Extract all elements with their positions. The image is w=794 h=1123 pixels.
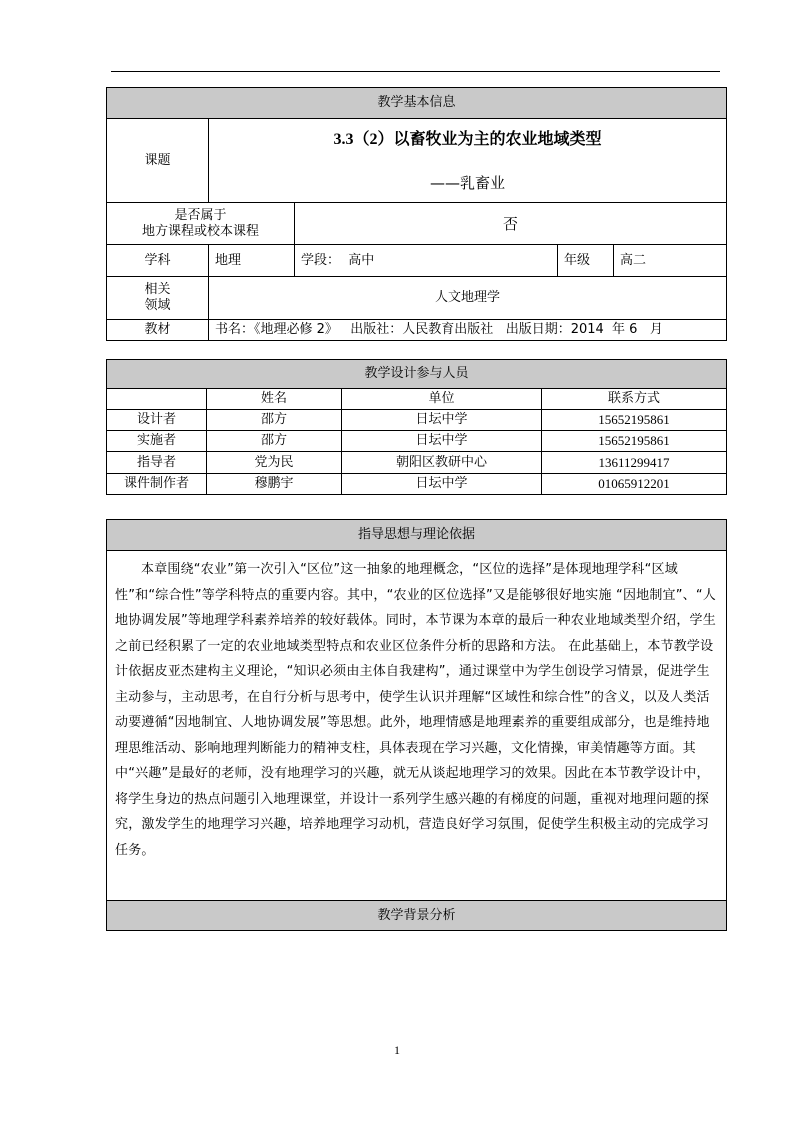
grade-label: 年级 <box>558 245 614 277</box>
page-number: 1 <box>394 1043 400 1057</box>
name-cell: 穆鹏宇 <box>207 474 342 495</box>
participants-header: 教学设计参与人员 <box>107 360 727 389</box>
local-course-label <box>107 203 295 245</box>
textbook-label: 教材 <box>107 320 209 341</box>
basic-info-table <box>106 87 727 341</box>
grade-value: 高二 <box>614 245 727 277</box>
subject-value: 地理 <box>209 245 295 277</box>
subject-label: 学科 <box>107 245 209 277</box>
unit-cell: 日坛中学 <box>342 474 542 495</box>
background-analysis-header: 教学背景分析 <box>107 901 727 931</box>
stage-label: 学段： <box>301 252 341 268</box>
role-cell: 实施者 <box>107 431 207 452</box>
local-course-label-line1: 是否属于 <box>174 207 227 223</box>
column-header: 姓名 <box>207 389 342 410</box>
header-rule <box>111 71 720 72</box>
topic-subtitle: ——乳畜业 <box>430 173 506 192</box>
contact-cell: 01065912201 <box>542 474 727 495</box>
name-cell: 邵方 <box>207 410 342 431</box>
role-cell: 指导者 <box>107 452 207 474</box>
column-header <box>107 389 207 410</box>
topic-label: 课题 <box>107 119 209 203</box>
guiding-header: 指导思想与理论依据 <box>107 520 727 551</box>
local-course-label-line2: 地方课程或校本课程 <box>141 223 259 239</box>
table-row <box>107 410 727 431</box>
stage-value: 高中 <box>348 252 375 268</box>
field-label-line2: 领域 <box>144 298 171 313</box>
role-cell: 课件制作者 <box>107 474 207 495</box>
local-course-value: 否 <box>295 203 727 245</box>
role-cell: 设计者 <box>107 410 207 431</box>
guiding-paragraph-cell <box>107 551 727 901</box>
column-header: 单位 <box>342 389 542 410</box>
stage-cell <box>295 245 558 277</box>
contact-cell: 15652195861 <box>542 431 727 452</box>
unit-cell: 日坛中学 <box>342 431 542 452</box>
name-cell: 党为民 <box>207 452 342 474</box>
unit-cell: 朝阳区教研中心 <box>342 452 542 474</box>
name-cell: 邵方 <box>207 431 342 452</box>
topic-cell <box>209 119 727 203</box>
topic-title: 3.3（2）以畜牧业为主的农业地域类型 <box>333 130 602 148</box>
field-label <box>107 277 209 320</box>
textbook-value: 书名：《地理必修 2》 出版社：人民教育出版社 出版日期：2014 年 6 月 <box>209 320 727 341</box>
table-row <box>107 452 727 474</box>
field-label-line1: 相关 <box>144 282 171 297</box>
field-value: 人文地理学 <box>209 277 727 320</box>
contact-cell: 15652195861 <box>542 410 727 431</box>
unit-cell: 日坛中学 <box>342 410 542 431</box>
guiding-paragraph: 本章围绕“农业”第一次引入“区位”这一抽象的地理概念，“区位的选择”是体现地理学科“区域性”和“综合性”等学科特点的重要内容。其中，“农业的区位选择”又是能够很好地实施 “因地制宜”、“人地协调发展”等地理学科素养培养的较好载体。同时，本节课为本章的最后一种农业地域类型介绍，学生之前已经积累了一定的农业地域类型特点和农业区位条件分析的思路和方法。 在此基础上，本节教学设计依据皮亚杰建构主义理论，“知识必须由主体自我建构”，通过课堂中为学生创设学习情景，促进学生主动参与，主动思考，在自行分析与思考中，使学生认识并理解“区域性和综合性”的含义，以及人类活动要遵循“因地制宜、人地协调发展”等思想。此外，地理情感是地理素养的重要组成部分，也是维持地理思维活动、影响地理判断能力的精神支柱，具体表现在学习兴趣，文化情操，审美情趣等方面。其中“兴趣”是最好的老师，没有地理学习的兴趣，就无从谈起地理学习的效果。因此在本节教学设计中，将学生身边的热点问题引入地理课堂，并设计一系列学生感兴趣的有梯度的问题，重视对地理问题的探究，激发学生的地理学习兴趣，培养地理学习动机，营造良好学习氛围，促使学生积极主动的完成学习任务。 <box>115 562 717 858</box>
basic-info-header: 教学基本信息 <box>107 88 727 119</box>
table-row <box>107 431 727 452</box>
table-row <box>107 474 727 495</box>
guiding-table <box>106 519 727 931</box>
participants-table <box>106 359 727 495</box>
contact-cell: 13611299417 <box>542 452 727 474</box>
column-header: 联系方式 <box>542 389 727 410</box>
